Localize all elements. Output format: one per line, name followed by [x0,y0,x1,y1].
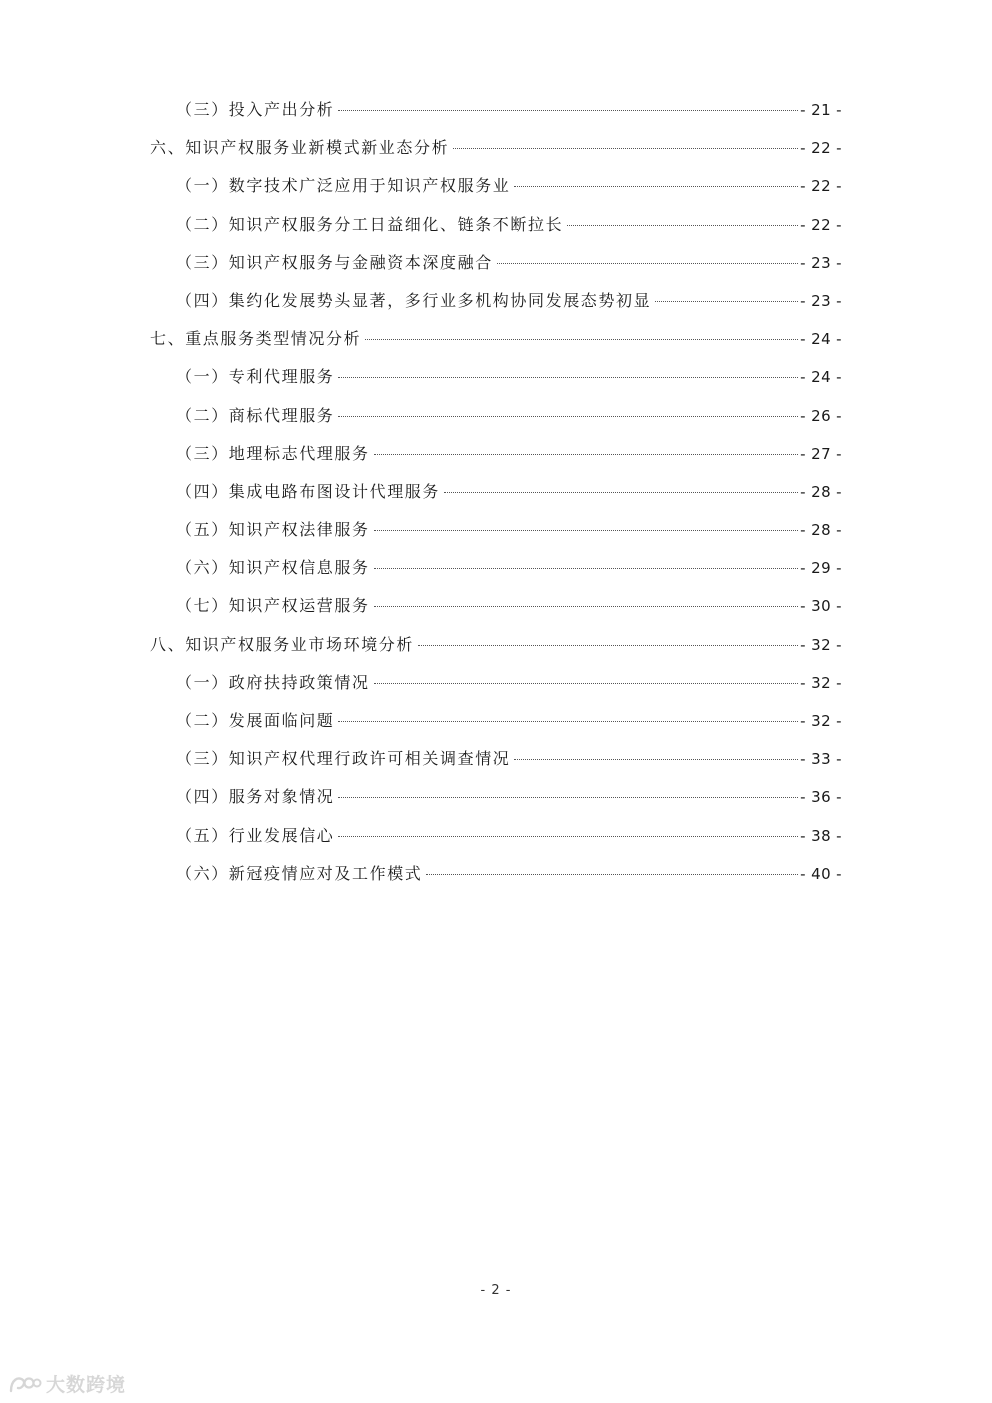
toc-entry[interactable] [0,740,992,778]
toc-entry-page: - 27 - [800,444,842,463]
toc-entry-page: - 30 - [800,597,842,616]
toc-entry[interactable] [0,358,992,396]
toc-entry-page: - 24 - [800,368,842,387]
watermark [8,1370,126,1397]
toc-entry[interactable] [0,855,992,893]
dot-leader [338,110,798,111]
dot-leader [365,339,798,340]
toc-entry-page: - 22 - [800,177,842,196]
toc-entry-page: - 22 - [800,215,842,234]
dot-leader [338,797,798,798]
dot-leader [338,721,798,722]
toc-entry-title: 七、重点服务类型情况分析 [150,329,362,349]
toc-entry-page: - 22 - [800,139,842,158]
toc-entry-page: - 23 - [800,291,842,310]
toc-entry-title: （四）集约化发展势头显著，多行业多机构协同发展态势初显 [176,290,652,310]
dot-leader [374,530,799,531]
toc-entry-title: （三）地理标志代理服务 [176,443,370,463]
toc-entry[interactable] [0,206,992,244]
toc-entry-title: （五）行业发展信心 [176,825,335,845]
toc-entry-page: - 28 - [800,521,842,540]
dot-leader [514,186,798,187]
toc-entry[interactable] [0,817,992,855]
table-of-contents [0,91,992,893]
toc-entry-title: （七）知识产权运营服务 [176,596,370,616]
dot-leader [338,377,798,378]
dot-leader [655,301,798,302]
toc-entry-title: （六）知识产权信息服务 [176,558,370,578]
toc-entry[interactable] [0,397,992,435]
toc-entry-page: - 24 - [800,330,842,349]
toc-entry-page: - 32 - [800,673,842,692]
toc-entry[interactable] [0,320,992,358]
toc-entry[interactable] [0,511,992,549]
dot-leader [374,683,799,684]
toc-entry-page: - 28 - [800,482,842,501]
toc-entry-page: - 23 - [800,253,842,272]
toc-entry-title: （一）数字技术广泛应用于知识产权服务业 [176,176,511,196]
toc-entry[interactable] [0,702,992,740]
toc-entry[interactable] [0,473,992,511]
page-number: - 2 - [480,1283,512,1298]
dot-leader [444,492,798,493]
toc-entry-title: （三）知识产权代理行政许可相关调查情况 [176,749,511,769]
toc-entry-title: （四）服务对象情况 [176,787,335,807]
dot-leader [374,606,799,607]
toc-entry-page: - 33 - [800,750,842,769]
dot-leader [426,874,798,875]
dot-leader [338,416,798,417]
toc-entry[interactable] [0,91,992,129]
toc-entry[interactable] [0,549,992,587]
toc-entry-title: （二）发展面临问题 [176,711,335,730]
dot-leader [567,225,798,226]
toc-entry-page: - 26 - [800,406,842,425]
toc-entry-page: - 38 - [800,826,842,845]
toc-entry-page: - 21 - [800,101,842,119]
toc-entry-title: （三）投入产出分析 [176,100,335,119]
toc-entry-title: （三）知识产权服务与金融资本深度融合 [176,252,493,272]
toc-entry[interactable] [0,587,992,625]
dot-leader [514,759,798,760]
toc-entry[interactable] [0,626,992,664]
toc-entry[interactable] [0,167,992,205]
toc-entry-title: （六）新冠疫情应对及工作模式 [176,863,423,883]
toc-entry-title: （二）知识产权服务分工日益细化、链条不断拉长 [176,214,564,234]
dot-leader [338,836,798,837]
toc-entry-title: 六、知识产权服务业新模式新业态分析 [150,138,450,158]
toc-entry[interactable] [0,435,992,473]
toc-entry-title: （一）专利代理服务 [176,367,335,387]
watermark-text: 大数跨境 [46,1374,127,1396]
toc-entry-title: 八、知识产权服务业市场环境分析 [150,634,415,654]
toc-entry[interactable] [0,282,992,320]
toc-entry-title: （二）商标代理服务 [176,405,335,425]
toc-entry[interactable] [0,778,992,816]
toc-entry[interactable] [0,129,992,167]
toc-entry-title: （五）知识产权法律服务 [176,520,370,540]
toc-entry-page: - 29 - [800,559,842,578]
toc-entry[interactable] [0,244,992,282]
dot-leader [453,148,798,149]
toc-entry-title: （一）政府扶持政策情况 [176,672,370,692]
toc-entry-page: - 40 - [800,864,842,883]
dot-leader [497,263,798,264]
toc-entry[interactable] [0,664,992,702]
toc-entry-page: - 36 - [800,788,842,807]
dot-leader [374,568,799,569]
toc-entry-title: （四）集成电路布图设计代理服务 [176,481,441,501]
toc-entry-page: - 32 - [800,635,842,654]
toc-entry-page: - 32 - [800,712,842,730]
dot-leader [418,645,798,646]
dot-leader [374,454,799,455]
logo-icon [8,1372,42,1396]
